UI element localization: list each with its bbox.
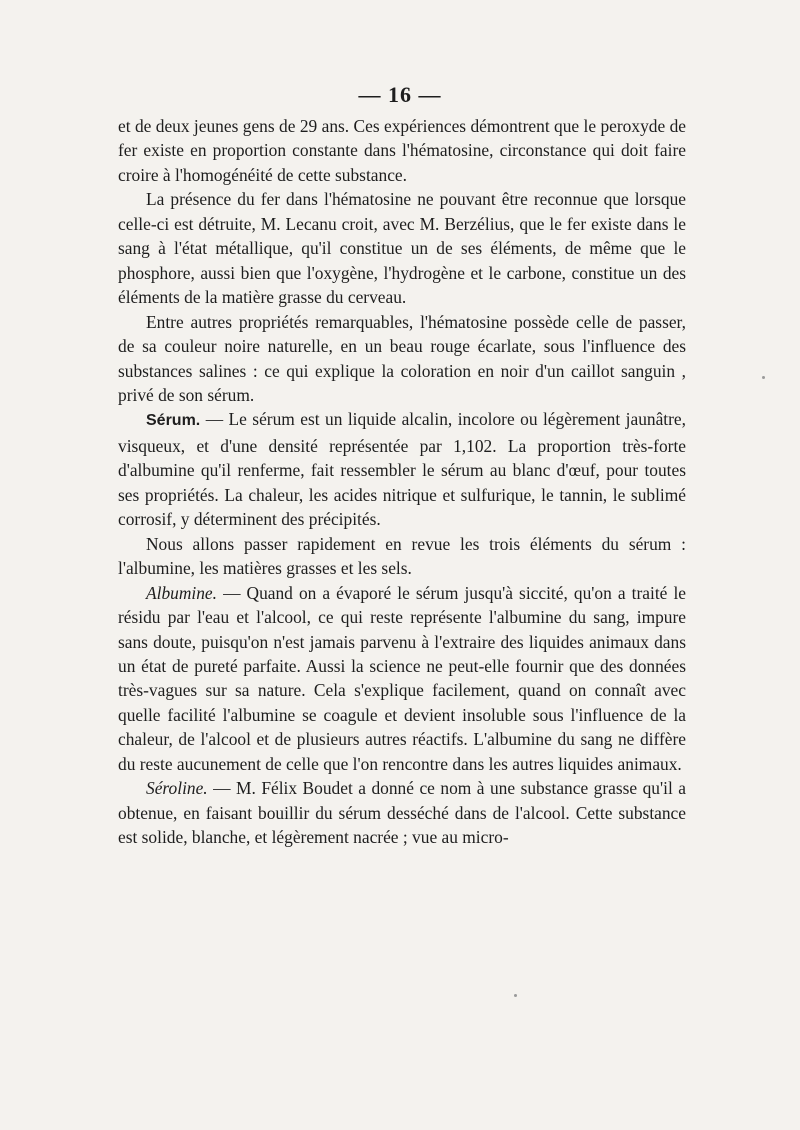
- paragraph-text: La présence du fer dans l'hématosine ne pouvant être reconnue que lorsque celle-ci est détruite, M. Lecanu croit, avec M. Berzélius, que le fer existe dans le sang à l'état métallique, qu'il constitue un de ses éléments, de même que le phosphore, aussi bien que l'oxygène, l'hydrogène et le carbone, constitue un des éléments de la matière grasse du cerveau.: [118, 189, 686, 308]
- paragraph: [118, 407, 686, 531]
- paragraph-text: Nous allons passer rapidement en revue les trois éléments du sérum : l'albumine, les matières grasses et les sels.: [118, 533, 686, 579]
- paragraph: [118, 532, 686, 581]
- paragraph-text: — Le sérum est un liquide alcalin, incolore ou légèrement jaunâtre, visqueux, et d'une densité représentée par 1,102. La proportion très-forte d'albumine qu'il renferme, fait ressembler le sérum au blanc d'œuf, pour toutes ses propriétés. La chaleur, les acides nitrique et sulfurique, le tannin, le sublimé corrosif, y déterminent des précipités.: [118, 409, 686, 530]
- paragraph-text: — Quand on a évaporé le sérum jusqu'à siccité, qu'on a traité le résidu par l'eau et l'alcool, ce qui reste représente l'albumine du sang, impure sans doute, puisqu'on n'est jamais parvenu à l'extraire des liquides animaux dans un état de pureté parfaite. Aussi la science ne peut-elle fournir que des données très-vagues sur sa nature. Cela s'explique facilement, quand on connaît avec quelle facilité l'albumine se coagule et devient insoluble sous l'influence de la chaleur, de l'alcool et de plusieurs autres réactifs. L'albumine du sang ne diffère du reste aucunement de celle que l'on rencontre dans les autres liquides animaux.: [118, 582, 686, 774]
- paragraph: [118, 776, 686, 849]
- page-number: — 16 —: [358, 82, 442, 107]
- paragraph-text: Entre autres propriétés remarquables, l'hématosine possède celle de passer, de sa couleur noire naturelle, en un beau rouge écarlate, sous l'influence des substances salines : ce qui explique la coloration en noir d'un caillot sanguin , privé de son sérum.: [118, 311, 686, 405]
- paragraph-text: — M. Félix Boudet a donné ce nom à une substance grasse qu'il a obtenue, en faisant bouillir du sérum desséché dans de l'alcool. Cette substance est solide, blanche, et légèrement nacrée ; vue au micro-: [118, 778, 686, 848]
- paper-speck: [514, 994, 517, 997]
- paragraph: [118, 310, 686, 408]
- body-text: [118, 114, 686, 850]
- section-heading-serum: Sérum.: [146, 412, 201, 430]
- paragraph: [118, 187, 686, 309]
- paper-speck: [762, 376, 765, 379]
- paragraph-text: et de deux jeunes gens de 29 ans. Ces expériences démontrent que le peroxyde de fer existe en proportion constante dans l'hématosine, circonstance qui doit faire croire à l'homogénéité de cette substance.: [118, 116, 686, 185]
- section-heading-seroline: Séroline.: [146, 778, 208, 799]
- section-heading-albumine: Albumine.: [146, 582, 217, 603]
- paragraph: [118, 581, 686, 777]
- paragraph: [118, 114, 686, 187]
